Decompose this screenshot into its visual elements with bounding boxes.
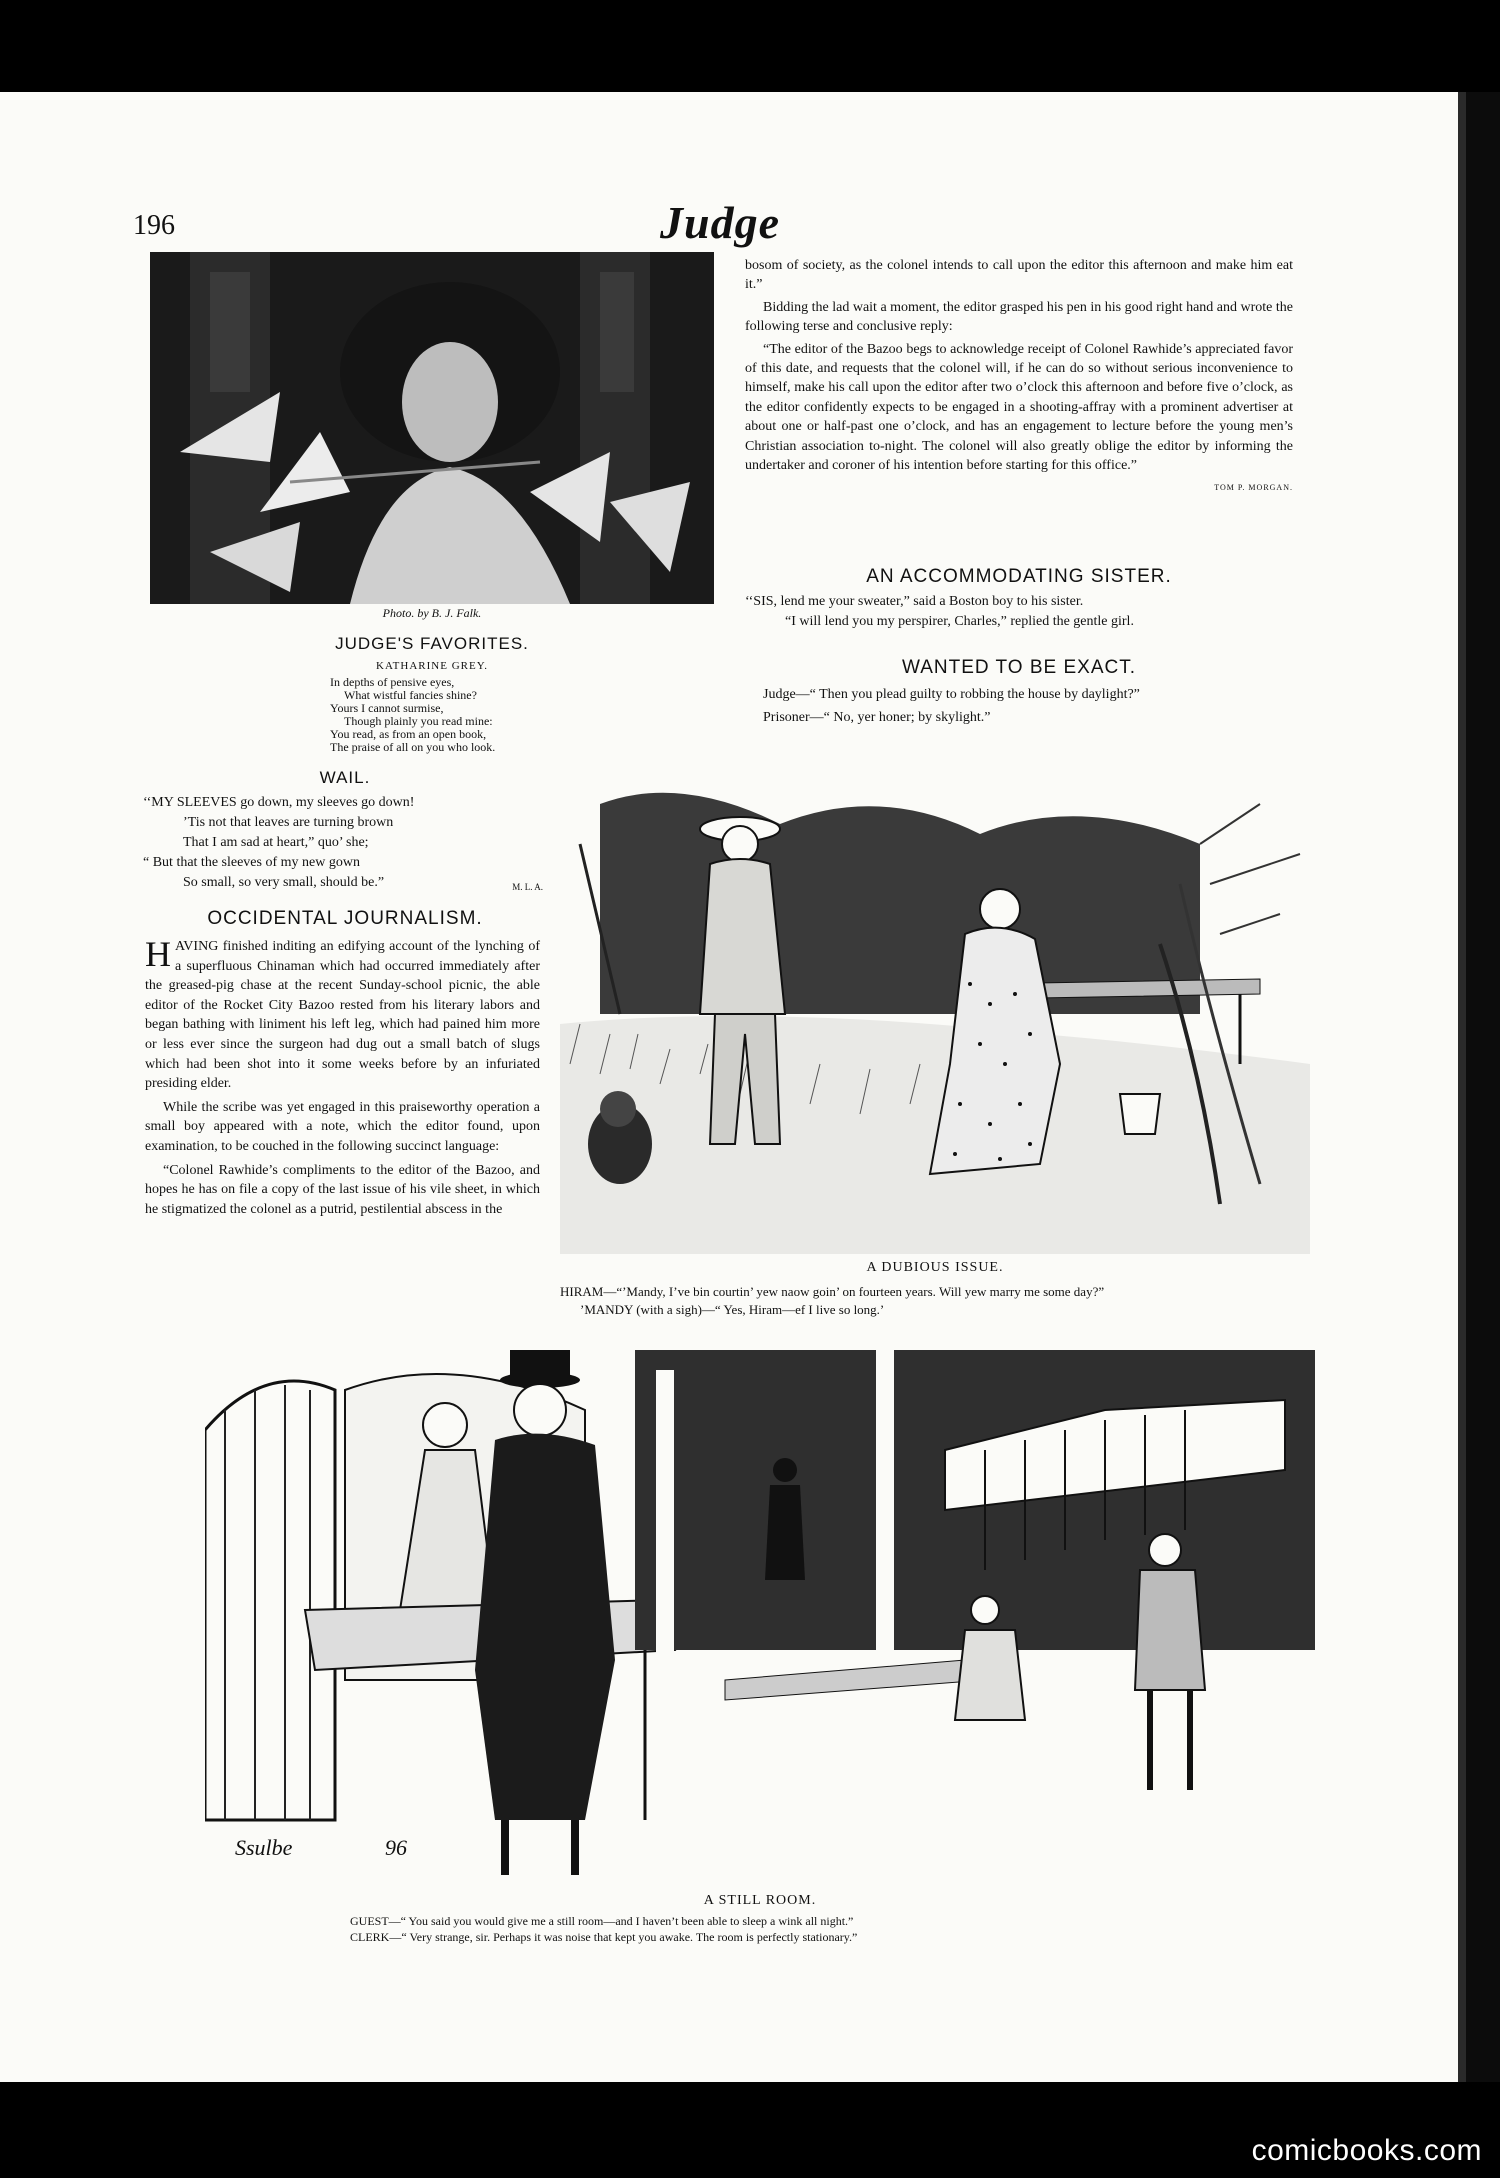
poem-line: Yours I cannot surmise, bbox=[330, 701, 444, 715]
favorites-title: JUDGE'S FAVORITES. bbox=[335, 634, 529, 653]
binding-edge bbox=[1458, 92, 1500, 2082]
occidental-body bbox=[145, 934, 540, 1223]
cartoon-still-room bbox=[205, 1350, 1315, 1875]
dialog-line: ’MANDY (with a sigh)—“ Yes, Hiram—ef I live so long.’ bbox=[580, 1302, 885, 1317]
wail-signature: M. L. A. bbox=[512, 882, 543, 892]
poem-line: “ But that the sleeves of my new gown bbox=[143, 855, 360, 870]
dialog-line: Prisoner—“ No, yer honer; by skylight.” bbox=[763, 710, 991, 725]
wanted-body bbox=[745, 685, 1293, 731]
paragraph bbox=[145, 934, 540, 1094]
poem-line: Though plainly you read mine: bbox=[344, 714, 493, 728]
sister-title: AN ACCOMMODATING SISTER. bbox=[866, 566, 1172, 587]
wail-poem bbox=[143, 793, 543, 897]
occidental-title: OCCIDENTAL JOURNALISM. bbox=[207, 908, 483, 929]
poem-line: The praise of all on you who look. bbox=[330, 740, 496, 754]
wail-title: WAIL. bbox=[319, 768, 371, 787]
cartoon2-dialog bbox=[350, 1913, 1250, 1945]
poem-line: In depths of pensive eyes, bbox=[330, 675, 455, 689]
dialog-line: CLERK—“ Very strange, sir. Perhaps it was noise that kept you awake. The room is perfectly stationary.” bbox=[350, 1930, 858, 1944]
occidental-continued bbox=[745, 256, 1293, 498]
drop-cap: H bbox=[145, 934, 171, 974]
portrait-photo bbox=[150, 252, 714, 604]
paragraph: Bidding the lad wait a moment, the editor grasped his pen in his good right hand and wrote the following terse and conclusive reply: bbox=[745, 299, 1293, 335]
poem-line: What wistful fancies shine? bbox=[344, 688, 477, 702]
favorites-subject: KATHARINE GREY. bbox=[376, 660, 488, 672]
dialog-line: HIRAM—“’Mandy, I’ve bin courtin’ yew naow goin’ on fourteen years. Will yew marry me some day?” bbox=[560, 1284, 1105, 1299]
favorites-poem bbox=[330, 676, 590, 754]
poem-line bbox=[143, 873, 543, 893]
cartoon-dubious-issue bbox=[560, 764, 1310, 1254]
cartoon-still-room-drawing bbox=[205, 1350, 1315, 1875]
paragraph: “The editor of the Bazoo begs to acknowledge receipt of Colonel Rawhide’s appreciated favor of this date, and requests that the colonel will, if he can do so without serious inconvenience to himself, make his call upon the editor after two o’clock this afternoon and before five o’clock, as the editor confidently expects to be engaged in a shooting-affray with a prominent advertiser at about one or half-past one o’clock, and has an engagement to lecture before the young men’s Christian association to-night. The colonel will also greatly oblige the editor by informing the undertaker and coroner of his intention before starting for this office.” bbox=[745, 341, 1293, 474]
svg-text:Ssulbe: Ssulbe bbox=[235, 1835, 293, 1860]
cartoon-dubious-issue-drawing bbox=[560, 764, 1310, 1254]
poem-line-text: So small, so very small, should be.” bbox=[183, 875, 385, 890]
svg-text:96: 96 bbox=[385, 1835, 407, 1860]
poem-line: That I am sad at heart,” quo’ she; bbox=[183, 835, 369, 850]
dialog-line: GUEST—“ You said you would give me a still room—and I haven’t been able to sleep a wink all night.” bbox=[350, 1914, 854, 1928]
portrait-photo-image bbox=[150, 252, 714, 604]
poem-line: You read, as from an open book, bbox=[330, 727, 487, 741]
poem-line: ‘‘MY SLEEVES go down, my sleeves go down! bbox=[143, 795, 415, 810]
site-watermark: comicbooks.com bbox=[1251, 2134, 1482, 2167]
dialog-line: Judge—“ Then you plead guilty to robbing the house by daylight?” bbox=[763, 687, 1140, 702]
page-number: 196 bbox=[133, 210, 175, 241]
dialog-line: “I will lend you my perspirer, Charles,” replied the gentle girl. bbox=[785, 614, 1134, 629]
cartoon1-caption: A DUBIOUS ISSUE. bbox=[866, 1260, 1004, 1275]
paragraph-text: AVING finished inditing an edifying account of the lynching of a superfluous Chinaman which had occurred immediately after the greased-pig chase at the recent Sunday-school picnic, the able editor of the Rocket City Bazoo rested from his literary labors and began bathing with liniment his left leg, which had pained him more or less ever since the surgeon had dug out a small batch of slugs which had been shot into it some weeks before by an infuriated presiding elder. bbox=[145, 939, 540, 1092]
masthead: Judge bbox=[660, 197, 780, 248]
cartoon2-caption: A STILL ROOM. bbox=[703, 1893, 817, 1908]
photo-credit: Photo. by B. J. Falk. bbox=[382, 606, 482, 620]
cartoon1-dialog bbox=[560, 1283, 1310, 1319]
wanted-title: WANTED TO BE EXACT. bbox=[901, 657, 1137, 678]
occidental-signature: TOM P. MORGAN. bbox=[1214, 483, 1293, 493]
paragraph: While the scribe was yet engaged in this praiseworthy operation a small boy appeared with a note, which the editor found, upon examination, to be couched in the following succinct language: bbox=[145, 1099, 540, 1154]
paragraph: bosom of society, as the colonel intends to call upon the editor this afternoon and make him eat it.” bbox=[745, 258, 1293, 293]
dialog-line: ‘‘SIS, lend me your sweater,” said a Boston boy to his sister. bbox=[745, 594, 1084, 609]
poem-line: ’Tis not that leaves are turning brown bbox=[183, 815, 394, 830]
sister-body bbox=[745, 592, 1293, 632]
paragraph: “Colonel Rawhide’s compliments to the editor of the Bazoo, and hopes he has on file a copy of the last issue of his vile sheet, in which he stigmatized the colonel as a putrid, pestilential abscess in the bbox=[145, 1162, 540, 1217]
